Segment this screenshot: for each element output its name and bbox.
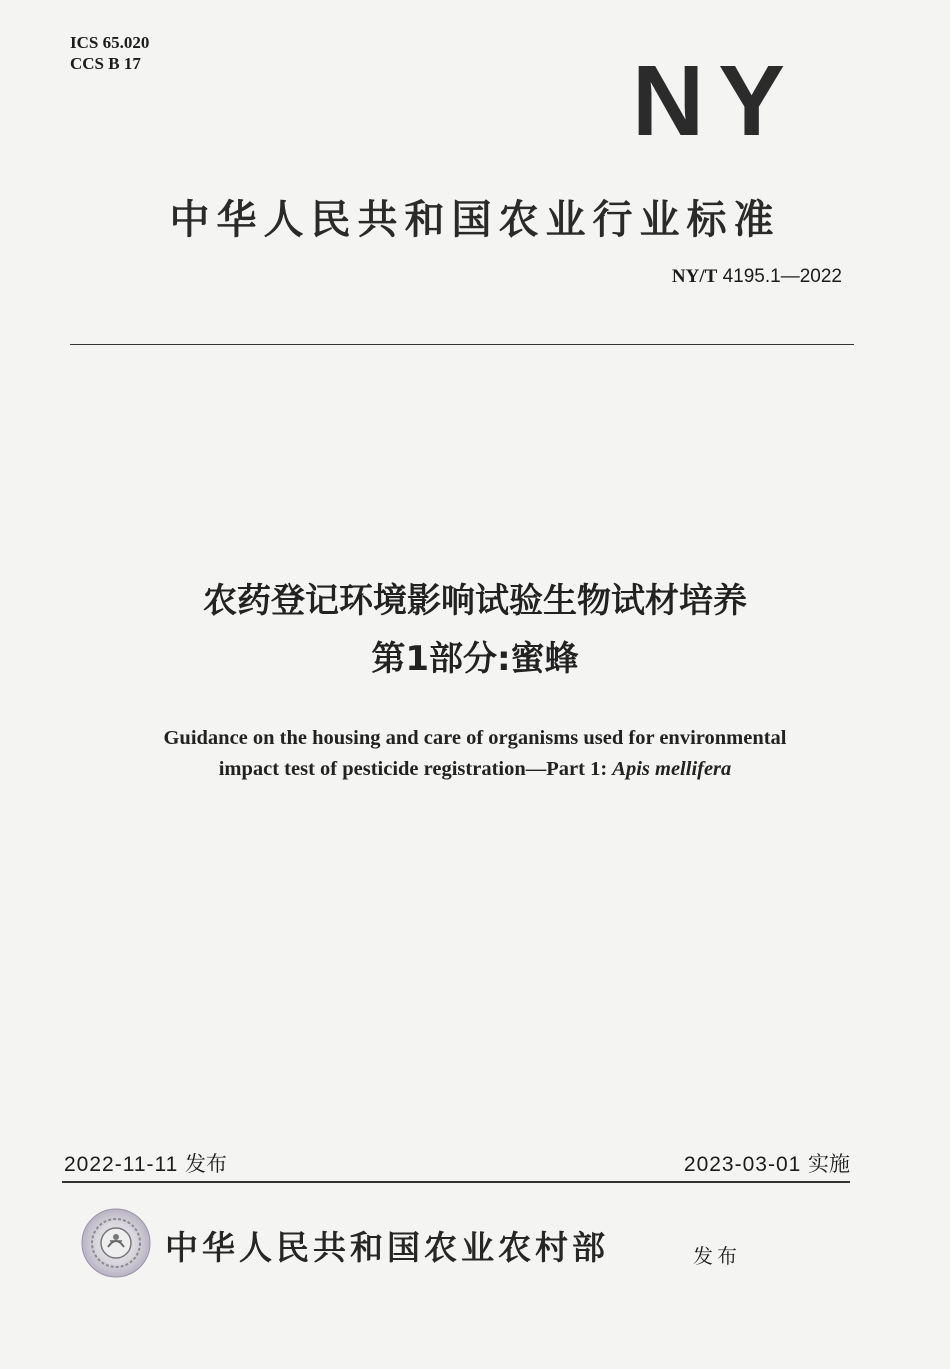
standard-number-value: 4195.1—2022 bbox=[722, 266, 842, 287]
ministry-seal-icon bbox=[80, 1207, 152, 1279]
implementation-date-label: 实施 bbox=[808, 1152, 850, 1176]
standard-number-prefix: NY/T bbox=[671, 266, 718, 287]
english-title-line2-wrap bbox=[60, 754, 890, 785]
implementation-date-value: 2023-03-01 bbox=[683, 1153, 802, 1176]
english-title-line1: Guidance on the housing and care of organisms used for environmental bbox=[163, 727, 787, 749]
issue-date-label: 发布 bbox=[185, 1152, 227, 1176]
standard-category-title: 中华人民共和国农业行业标准 bbox=[169, 196, 781, 243]
ccs-code: CCS B 17 bbox=[70, 54, 141, 73]
ics-code: ICS 65.020 bbox=[70, 33, 150, 52]
issuing-authority: 中华人民共和国农业农村部 bbox=[165, 1228, 609, 1267]
english-title-line2: impact test of pesticide registration—Part 1: bbox=[218, 758, 613, 780]
ny-logo: NY bbox=[632, 45, 799, 157]
bottom-divider bbox=[62, 1181, 850, 1183]
chinese-title-line1: 农药登记环境影响试验生物试材培养 bbox=[203, 581, 747, 621]
implementation-date bbox=[684, 1148, 850, 1178]
english-title-species: Apis mellifera bbox=[612, 758, 732, 780]
chinese-title-line2: 第1部分:蜜蜂 bbox=[371, 639, 579, 679]
english-title bbox=[60, 723, 890, 785]
issuing-authority-suffix: 发布 bbox=[693, 1244, 741, 1268]
standard-number bbox=[672, 266, 842, 288]
issue-date-value: 2022-11-11 bbox=[64, 1153, 179, 1176]
issue-date bbox=[64, 1148, 227, 1178]
classification-codes bbox=[70, 32, 149, 74]
chinese-title bbox=[60, 572, 890, 688]
top-divider bbox=[70, 344, 854, 345]
